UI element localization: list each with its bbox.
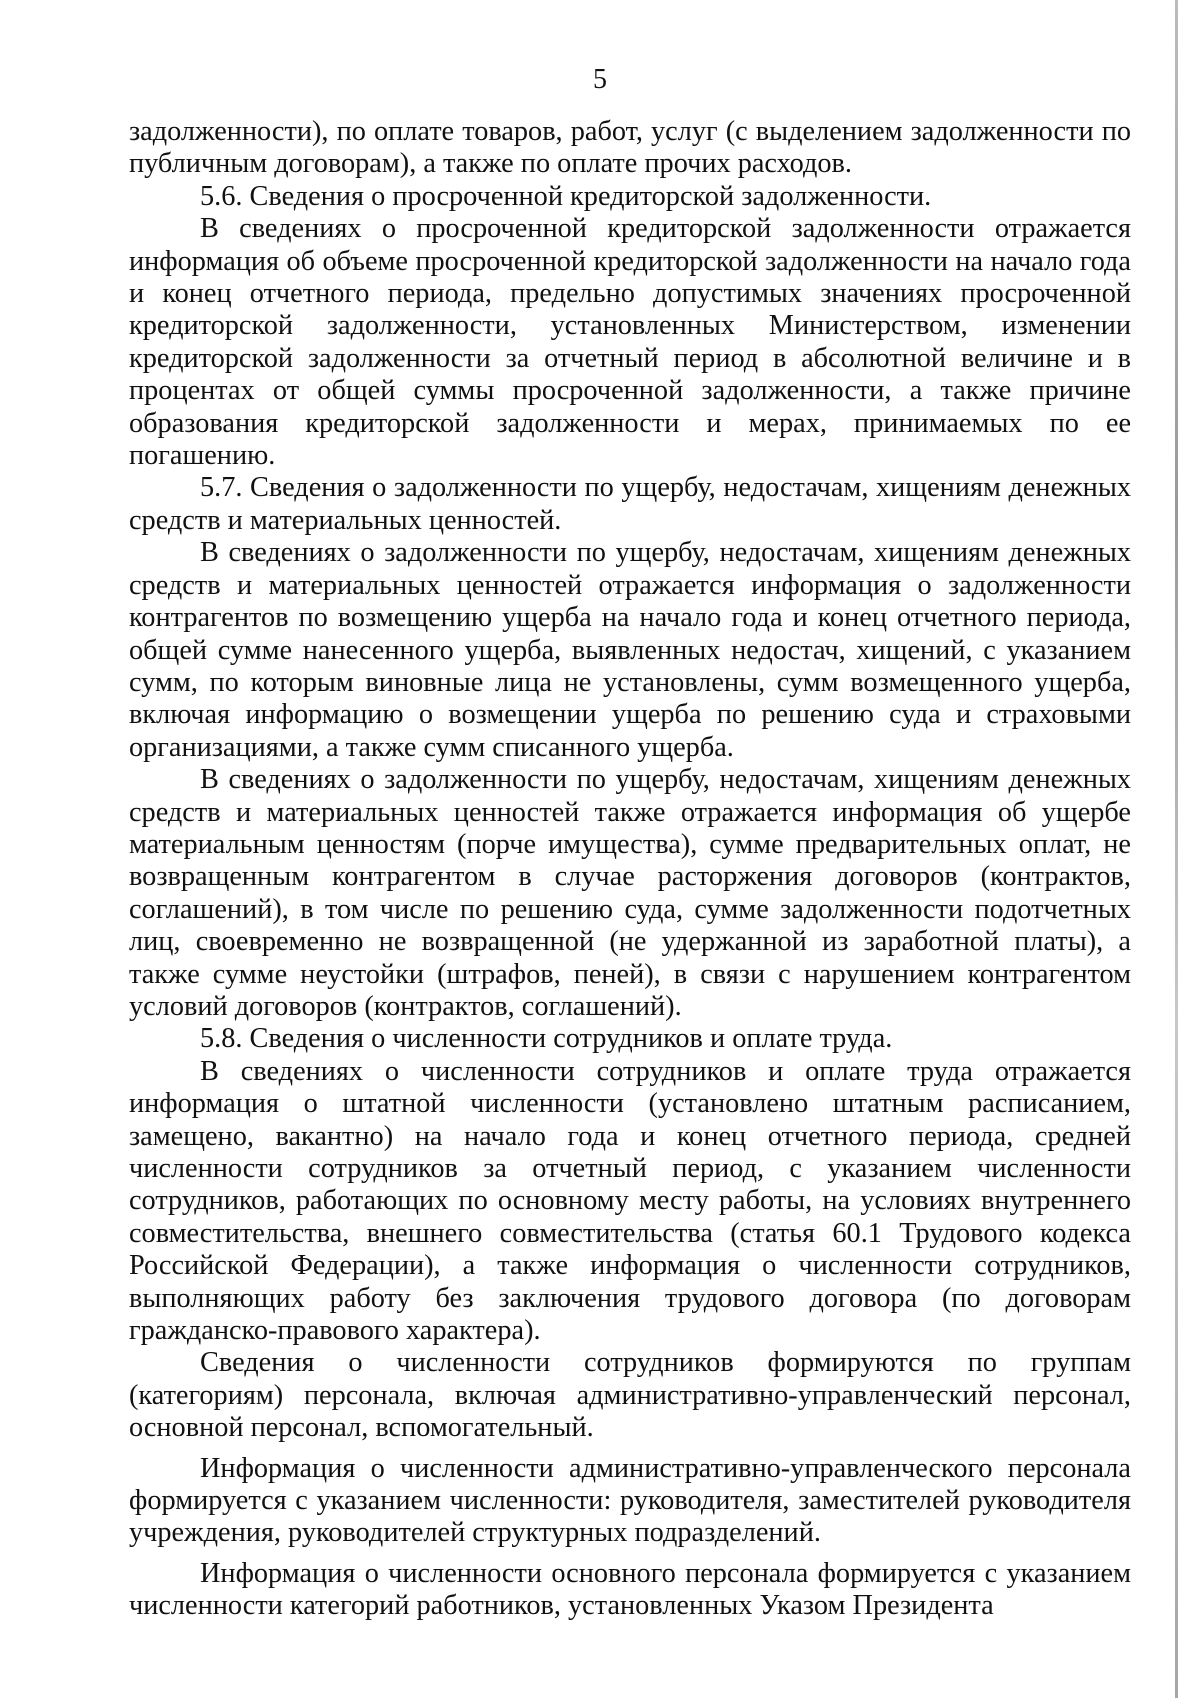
page-number: 5: [593, 64, 607, 95]
section-heading-5-8: 5.8. Сведения о численности сотрудников и оплате труда.: [200, 1023, 893, 1055]
document-body: [129, 116, 1131, 1623]
paragraph-staff-numbers: В сведениях о численности сотрудников и оплате труда отражается информация о штатной численности (установлено штатным расписанием, замещено, вакантно) на начало года и конец отчетного периода, средней численности сотрудников за отчетный период, с указанием численности сотрудников, работающих по основному месту работы, на условиях внутреннего совместительства, внешнего совместительства (статья 60.1 Трудового кодекса Российской Федерации), а также информация о численности сотрудников, выполняющих работу без заключения трудового договора (по договорам гражданско-правового характера).: [129, 1055, 1131, 1347]
paragraph-main-staff: Информация о численности основного персонала формируется с указанием численности категорий работников, установленных Указом Президента: [129, 1557, 1131, 1622]
paragraph-damage-debt: В сведениях о задолженности по ущербу, недостачам, хищениям денежных средств и материальных ценностей отражается информация о задолженности контрагентов по возмещению ущерба на начало года и конец отчетного периода, общей сумме нанесенного ущерба, выявленных недостач, хищений, с указанием сумм, по которым виновные лица не установлены, сумм возмещенного ущерба, включая информацию о возмещении ущерба по решению суда и страховыми организациями, а также сумм списанного ущерба.: [129, 537, 1131, 763]
paragraph-overdue-payables: В сведениях о просроченной кредиторской задолженности отражается информация об объеме просроченной кредиторской задолженности на начало года и конец отчетного периода, предельно допустимых значениях просроченной кредиторской задолженности, установленных Министерством, изменении кредиторской задолженности за отчетный период в абсолютной величине и в процентах от общей суммы просроченной задолженности, а также причине образования кредиторской задолженности и мерах, принимаемых по ее погашению.: [129, 213, 1131, 472]
paragraph-staff-groups: Сведения о численности сотрудников формируются по группам (категориям) персонала, включая административно-управленческий персонал, основной персонал, вспомогательный.: [129, 1347, 1131, 1444]
section-heading-5-6: 5.6. Сведения о просроченной кредиторской задолженности.: [200, 180, 932, 212]
section-heading-5-7: 5.7. Сведения о задолженности по ущербу, недостачам, хищениям денежных средств и материальных ценностей.: [129, 472, 1131, 536]
scan-edge-line: [1175, 0, 1178, 1698]
paragraph-damage-debt-additional: В сведениях о задолженности по ущербу, недостачам, хищениям денежных средств и материальных ценностей также отражается информация об ущербе материальным ценностям (порче имущества), сумме предварительных оплат, не возвращенным контрагентом в случае расторжения договоров (контрактов, соглашений), в том числе по решению суда, сумме задолженности подотчетных лиц, своевременно не возвращенной (не удержанной из заработной платы), а также сумме неустойки (штрафов, пеней), в связи с нарушением контрагентом условий договоров (контрактов, соглашений).: [129, 764, 1131, 1022]
paragraph-continuation: задолженности), по оплате товаров, работ, услуг (с выделением задолженности по публичным договорам), а также по оплате прочих расходов.: [129, 116, 1131, 180]
paragraph-admin-staff: Информация о численности административно-управленческого персонала формируется с указанием численности: руководителя, заместителей руководителя учреждения, руководителей структурных подразделений.: [129, 1452, 1131, 1549]
